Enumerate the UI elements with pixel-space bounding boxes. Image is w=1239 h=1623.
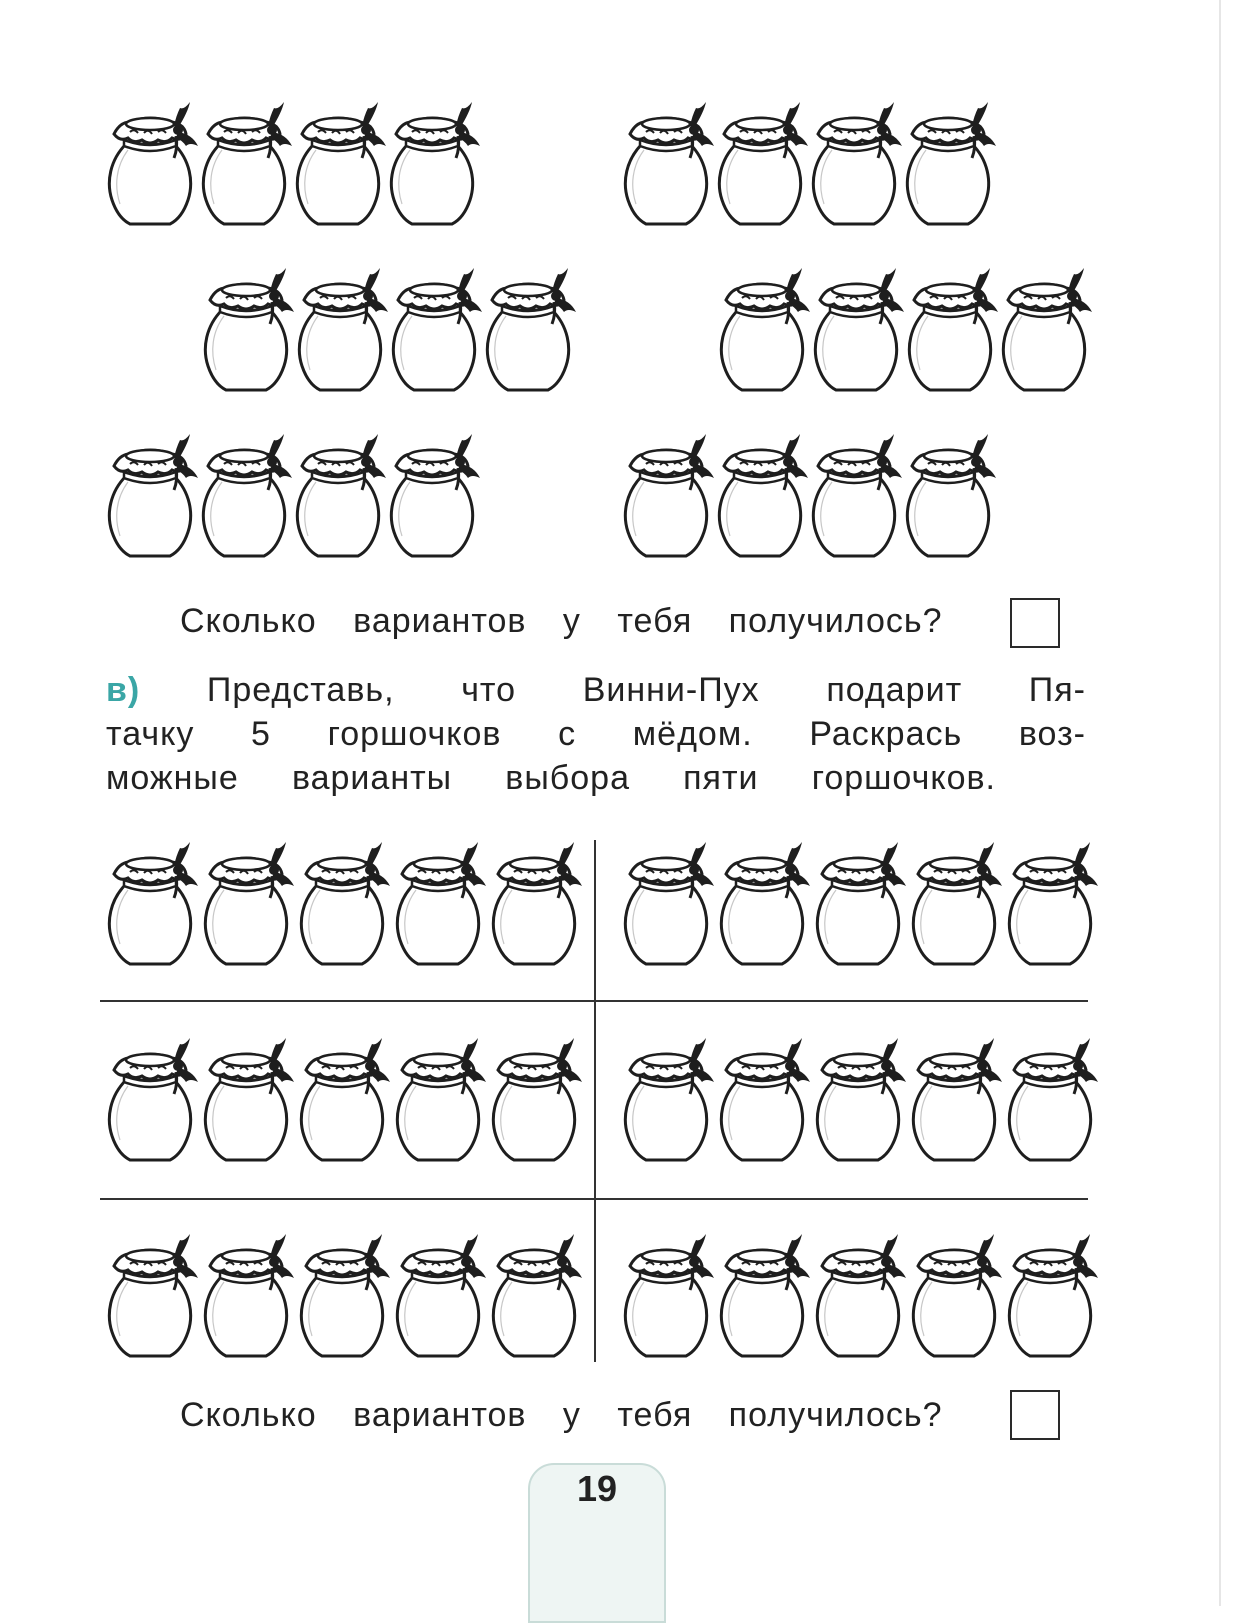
grid-divider-horizontal [100,1198,1088,1200]
honey-pot-icon[interactable] [808,1036,906,1164]
page-number: 19 [576,1468,618,1509]
task-word: с [558,715,577,753]
pot-row [100,432,500,562]
honey-pot-icon[interactable] [616,432,714,560]
honey-pot-icon[interactable] [100,1036,198,1164]
honey-pot-icon[interactable] [806,266,904,394]
task-word: варианты [291,759,453,797]
honey-pot-icon[interactable] [384,266,482,394]
honey-pot-icon[interactable] [100,100,198,228]
honey-pot-icon[interactable] [484,1036,582,1164]
honey-pot-icon[interactable] [382,432,480,560]
task-line [106,668,1086,712]
honey-pot-icon[interactable] [712,266,810,394]
pot-row [616,100,1016,230]
task-word: выбора [505,759,630,797]
honey-pot-icon[interactable] [904,840,1002,968]
honey-pot-icon[interactable] [196,1036,294,1164]
honey-pot-icon[interactable] [100,1232,198,1360]
grid-divider-vertical [594,840,596,1362]
honey-pot-icon[interactable] [288,100,386,228]
task-word: мёдом. [632,715,753,753]
task-marker: в) [106,671,141,709]
task-line [106,712,1086,756]
pot-row [100,100,500,230]
honey-pot-icon[interactable] [484,1232,582,1360]
honey-pot-icon[interactable] [616,1036,714,1164]
honey-pot-icon[interactable] [710,432,808,560]
honey-pot-icon[interactable] [900,266,998,394]
pot-row [616,840,1106,970]
honey-pot-icon[interactable] [712,840,810,968]
pot-row [712,266,1112,396]
pot-row [616,1232,1106,1362]
honey-pot-icon[interactable] [808,1232,906,1360]
task-word: Винни-Пух [582,671,760,709]
honey-pot-icon[interactable] [382,100,480,228]
honey-pot-icon[interactable] [1000,840,1098,968]
task-word: что [461,671,517,709]
task-word: Раскрась [809,715,963,753]
task-text [106,668,1086,800]
honey-pot-icon[interactable] [1000,1232,1098,1360]
question-text: Сколько вариантов у тебя получилось? [180,602,943,640]
pot-row [616,432,1016,562]
honey-pot-icon[interactable] [292,1232,390,1360]
honey-pot-icon[interactable] [904,1036,1002,1164]
honey-pot-icon[interactable] [290,266,388,394]
honey-pot-icon[interactable] [292,1036,390,1164]
honey-pot-icon[interactable] [100,432,198,560]
task-line [106,756,996,800]
task-word: тачку [106,715,195,753]
pot-row [616,1036,1106,1166]
honey-pot-icon[interactable] [388,1036,486,1164]
honey-pot-icon[interactable] [616,1232,714,1360]
task-word: воз- [1018,715,1086,753]
answer-box[interactable] [1010,1390,1060,1440]
task-word: Пя- [1028,671,1086,709]
honey-pot-icon[interactable] [616,840,714,968]
honey-pot-icon[interactable] [194,432,292,560]
honey-pot-icon[interactable] [196,266,294,394]
task-word: пяти [683,759,759,797]
task-word: Представь, [206,671,395,709]
honey-pot-icon[interactable] [804,432,902,560]
honey-pot-icon[interactable] [898,432,996,560]
honey-pot-icon[interactable] [898,100,996,228]
honey-pot-icon[interactable] [904,1232,1002,1360]
pot-row [196,266,596,396]
task-word: горшочков. [811,759,996,797]
answer-box[interactable] [1010,598,1060,648]
honey-pot-icon[interactable] [616,100,714,228]
honey-pot-icon[interactable] [710,100,808,228]
honey-pot-icon[interactable] [712,1036,810,1164]
task-word: можные [106,759,239,797]
honey-pot-icon[interactable] [804,100,902,228]
honey-pot-icon[interactable] [994,266,1092,394]
honey-pot-icon[interactable] [1000,1036,1098,1164]
grid-divider-horizontal [100,1000,1088,1002]
honey-pot-icon[interactable] [196,1232,294,1360]
task-word: горшочков [327,715,502,753]
honey-pot-icon[interactable] [808,840,906,968]
task-word: 5 [251,715,271,753]
honey-pot-icon[interactable] [292,840,390,968]
honey-pot-icon[interactable] [288,432,386,560]
pot-row [100,1232,590,1362]
page-edge [1219,0,1221,1606]
task-word: подарит [826,671,963,709]
honey-pot-icon[interactable] [196,840,294,968]
honey-pot-icon[interactable] [484,840,582,968]
pot-row [100,840,590,970]
honey-pot-icon[interactable] [100,840,198,968]
question-text: Сколько вариантов у тебя получилось? [180,1396,943,1434]
honey-pot-icon[interactable] [712,1232,810,1360]
pot-row [100,1036,590,1166]
honey-pot-icon[interactable] [388,840,486,968]
honey-pot-icon[interactable] [194,100,292,228]
honey-pot-icon[interactable] [388,1232,486,1360]
honey-pot-icon[interactable] [478,266,576,394]
